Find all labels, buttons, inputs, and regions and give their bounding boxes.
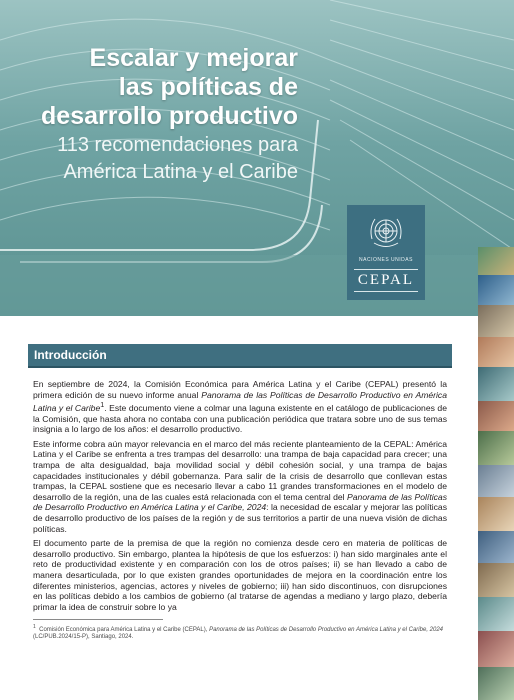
title-line-2: las políticas de	[118, 73, 298, 101]
paragraph-3: El documento parte de la premisa de que la región no comienza desde cero en materia de políticas de desarrollo productivo. Sin embargo, plantea la hipótesis de que los esfuerzos: i) han sido marginales ante el reto de productividad existente y en comparación con los de otros países; ii) se han llevado a cabo de manera desarticulada, por lo que existen grandes oportunidades de mejora en la coordinación entre los diferentes ministerios, agencias, actores y niveles de gobierno; iii) han sido discontinuos, con disrupciones en las políticas debido a los cambios de gobierno (al tratarse de agendas a mediano y largo plazo, debería primar la idea de construir sobre lo ya	[33, 538, 447, 612]
cepal-wordmark: CEPAL	[354, 269, 418, 292]
paragraph-1: En septiembre de 2024, la Comisión Económica para América Latina y el Caribe (CEPAL) presentó la primera edición de su nuevo informe anual Panorama de las Políticas de Desarrollo Productivo en América Latina y el Caribe$^1$. Este documento viene a colmar una laguna existente en el catálogo de publicaciones de la Comisión, que hasta ahora no contaba con una publicación periódica que tratara sobre uno de sus temas insignia a lo largo de los años: el desarrollo productivo.	[33, 379, 447, 435]
report-title: Panorama de las Políticas de Desarrollo Productivo en América Latina y el Caribe	[33, 389, 447, 414]
cover-banner	[0, 0, 514, 316]
un-emblem-icon	[366, 213, 406, 251]
title-line-3: desarrollo productivo	[41, 102, 298, 130]
footnote-number: 1	[33, 624, 36, 630]
footnote-ref: 1	[100, 401, 105, 410]
subtitle-line-1: 113 recomendaciones para	[57, 134, 298, 156]
section-heading-bar	[28, 344, 452, 368]
cover-title-block	[41, 44, 298, 185]
footnote: $^1$ Comisión Económica para América Latina y el Caribe (CEPAL), Panorama de las Políticas de Desarrollo Productivo en América Latina y el Caribe, 2024 (LC/PUB.2024/15-P), Santiago, 2024.	[33, 624, 443, 641]
report-title: Panorama de las Políticas de Desarrollo Productivo en América Latina y el Caribe, 2024	[33, 491, 447, 513]
paragraph-2: Este informe cobra aún mayor relevancia en el marco del más reciente planteamiento de la CEPAL: América Latina y el Caribe se enfrenta a tres trampas del desarrollo: una trampa de baja capacidad para crecer; una trampa de alta desigualdad, baja movilidad social y débil cohesión social, y una trampa de bajas capacidades institucionales y débil gobernanza. Para salir de la crisis de desarrollo que conllevan estas trampas, la CEPAL sostiene que es necesario llevar a cabo 11 grandes transformaciones en el modelo de desarrollo de la región, una de las cuales está relacionada con el tema central del Panorama de las Políticas de Desarrollo Productivo en América Latina y el Caribe, 2024: la necesidad de escalar y mejorar las políticas de desarrollo productivo de los países de la región y de sus territorios a partir de una nueva visión de dichas políticas.	[33, 438, 447, 534]
footnote-divider	[33, 619, 163, 620]
body-text	[33, 379, 447, 616]
cepal-logo	[347, 205, 425, 300]
photo-strip	[478, 247, 514, 700]
section-heading: Introducción	[34, 348, 107, 362]
title-line-1: Escalar y mejorar	[89, 44, 298, 72]
un-label: NACIONES UNIDAS	[359, 257, 413, 263]
subtitle-line-2: América Latina y el Caribe	[63, 161, 298, 183]
